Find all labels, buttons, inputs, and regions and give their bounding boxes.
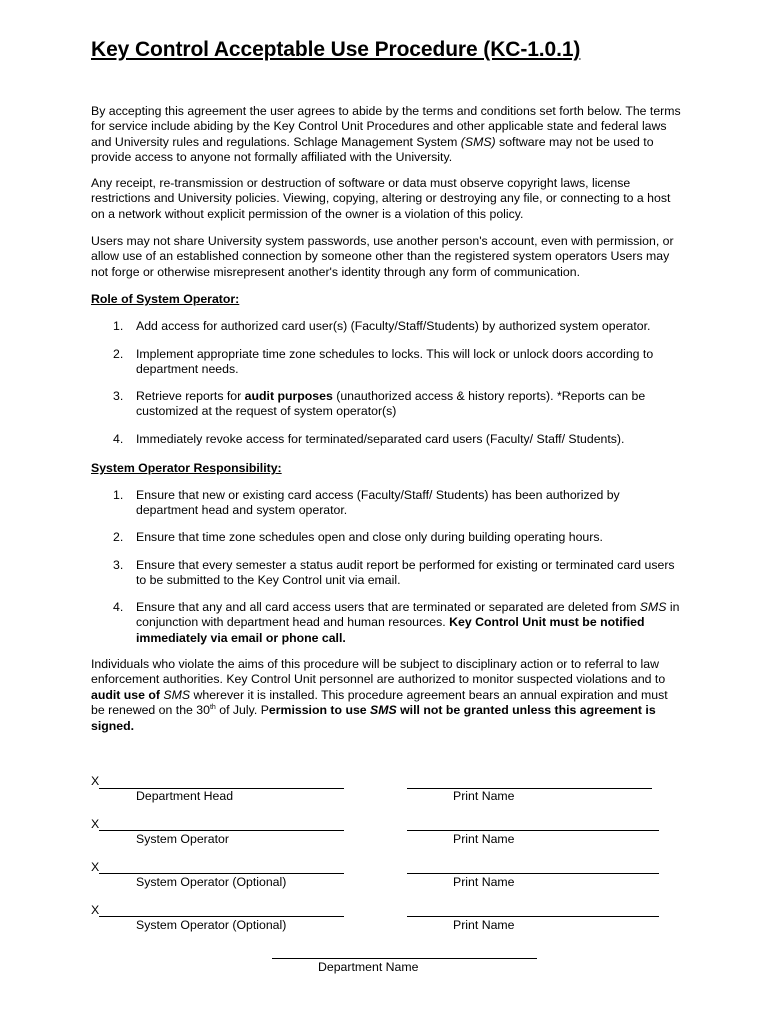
list-number: 1. [113, 488, 124, 502]
intro-paragraph-3: Users may not share University system passwords, use another person's account, even with permission, or allow use of an established connection by someone other than the registered system operators Users may not forge or otherwise misrepresent another's identity through any form of communication. [91, 234, 674, 279]
list-text: Immediately revoke access for terminated/separated card users (Faculty/ Staff/ Students). [136, 432, 625, 446]
signature-x-mark: X [91, 903, 100, 917]
list-text: Ensure that every semester a status audit report be performed for existing or terminated card users to be submitted to the Key Control unit via email. [136, 558, 675, 588]
list-text: Implement appropriate time zone schedules to locks. This will lock or unlock doors according to department needs. [136, 347, 654, 377]
list-number: 3. [113, 558, 124, 572]
closing-sup: th [209, 704, 216, 712]
list-number: 4. [113, 432, 124, 446]
print-name-caption: Print Name [453, 918, 515, 932]
closing-text-e: of July. P [215, 703, 269, 718]
print-name-line[interactable] [407, 788, 652, 789]
closing-paragraph [91, 657, 683, 734]
closing-sms-c: SMS [163, 687, 191, 702]
print-name-caption: Print Name [453, 832, 515, 846]
closing-text-d: wherever it is installed. This procedure agreement bears an annual expiration and must be renewed on the 30 [91, 687, 668, 718]
closing-bold-h: will not be granted unless this agreement is signed. [91, 703, 656, 733]
list-number: 2. [113, 347, 124, 361]
list-number: 2. [113, 530, 124, 544]
list-number: 4. [113, 600, 124, 614]
print-name-line[interactable] [407, 916, 659, 917]
list-text-bold: Key Control Unit must be notified immediately via email or phone call. [136, 615, 645, 645]
intro-p1-text-b: software may not be used to provide access to anyone not formally affiliated with the University. [91, 134, 654, 165]
list-text-pre: Retrieve reports for [136, 389, 245, 403]
print-name-line[interactable] [407, 830, 659, 831]
role-heading: Role of System Operator: [91, 292, 240, 306]
intro-p1-text-a: By accepting this agreement the user agrees to abide by the terms and conditions set forth below. The terms for service include abiding by the Key Control Unit Procedures and other applicable state and federal laws and University rules and regulations. Schlage Management System [91, 104, 681, 149]
closing-text-a: Individuals who violate the aims of this procedure will be subject to disciplinary action or to referral to law enforcement authorities. Key Control Unit personnel are authorized to monitor suspected violations and to [91, 657, 666, 687]
signature-x-mark: X [91, 860, 100, 874]
list-text [136, 600, 681, 646]
signature-caption: System Operator (Optional) [136, 918, 287, 932]
list-text-sms: SMS [639, 600, 667, 614]
signature-line[interactable] [99, 873, 344, 874]
list-text-mid: in conjunction with department head and human resources. [136, 600, 680, 630]
list-text: Add access for authorized card user(s) (Faculty/Staff/Students) by authorized system operator. [136, 319, 651, 333]
list-number: 1. [113, 319, 124, 333]
list-text: Ensure that time zone schedules open and close only during building operating hours. [136, 530, 603, 544]
responsibility-heading: System Operator Responsibility: [91, 461, 282, 475]
signature-line[interactable] [99, 916, 344, 917]
list-text [136, 389, 681, 420]
list-text-bold: audit purposes [244, 389, 333, 403]
print-name-line[interactable] [407, 873, 659, 874]
department-name-caption: Department Name [318, 960, 419, 974]
signature-caption: System Operator [136, 832, 229, 846]
signature-caption: Department Head [136, 789, 234, 803]
intro-p1-sms: (SMS) [460, 134, 496, 149]
print-name-caption: Print Name [453, 875, 515, 889]
list-number: 3. [113, 389, 124, 403]
closing-bold-b: audit use of [91, 687, 164, 702]
signature-x-mark: X [91, 817, 100, 831]
intro-paragraph-2: Any receipt, re-transmission or destruction of software or data must observe copyright laws, license restrictions and University policies. Viewing, copying, altering or destroying any file, or connecting to a host on a network without explicit permission of the owner is a violation of this policy. [91, 176, 671, 221]
signature-x-mark: X [91, 774, 100, 788]
signature-line[interactable] [99, 830, 344, 831]
department-name-line[interactable] [272, 958, 537, 959]
signature-caption: System Operator (Optional) [136, 875, 287, 889]
closing-sms-g: SMS [370, 703, 397, 718]
page-title: Key Control Acceptable Use Procedure (KC-1.0.1) [91, 38, 581, 61]
list-text-post: (unauthorized access & history reports). *Reports can be customized at the request of system operator(s) [136, 389, 646, 419]
list-text-pre: Ensure that any and all card access users that are terminated or separated are deleted from [136, 600, 640, 614]
intro-paragraph-1 [91, 104, 683, 166]
list-text: Ensure that new or existing card access (Faculty/Staff/ Students) has been authorized by department head and system operator. [136, 488, 620, 518]
print-name-caption: Print Name [453, 789, 515, 803]
closing-bold-f: ermission to use [268, 703, 371, 718]
